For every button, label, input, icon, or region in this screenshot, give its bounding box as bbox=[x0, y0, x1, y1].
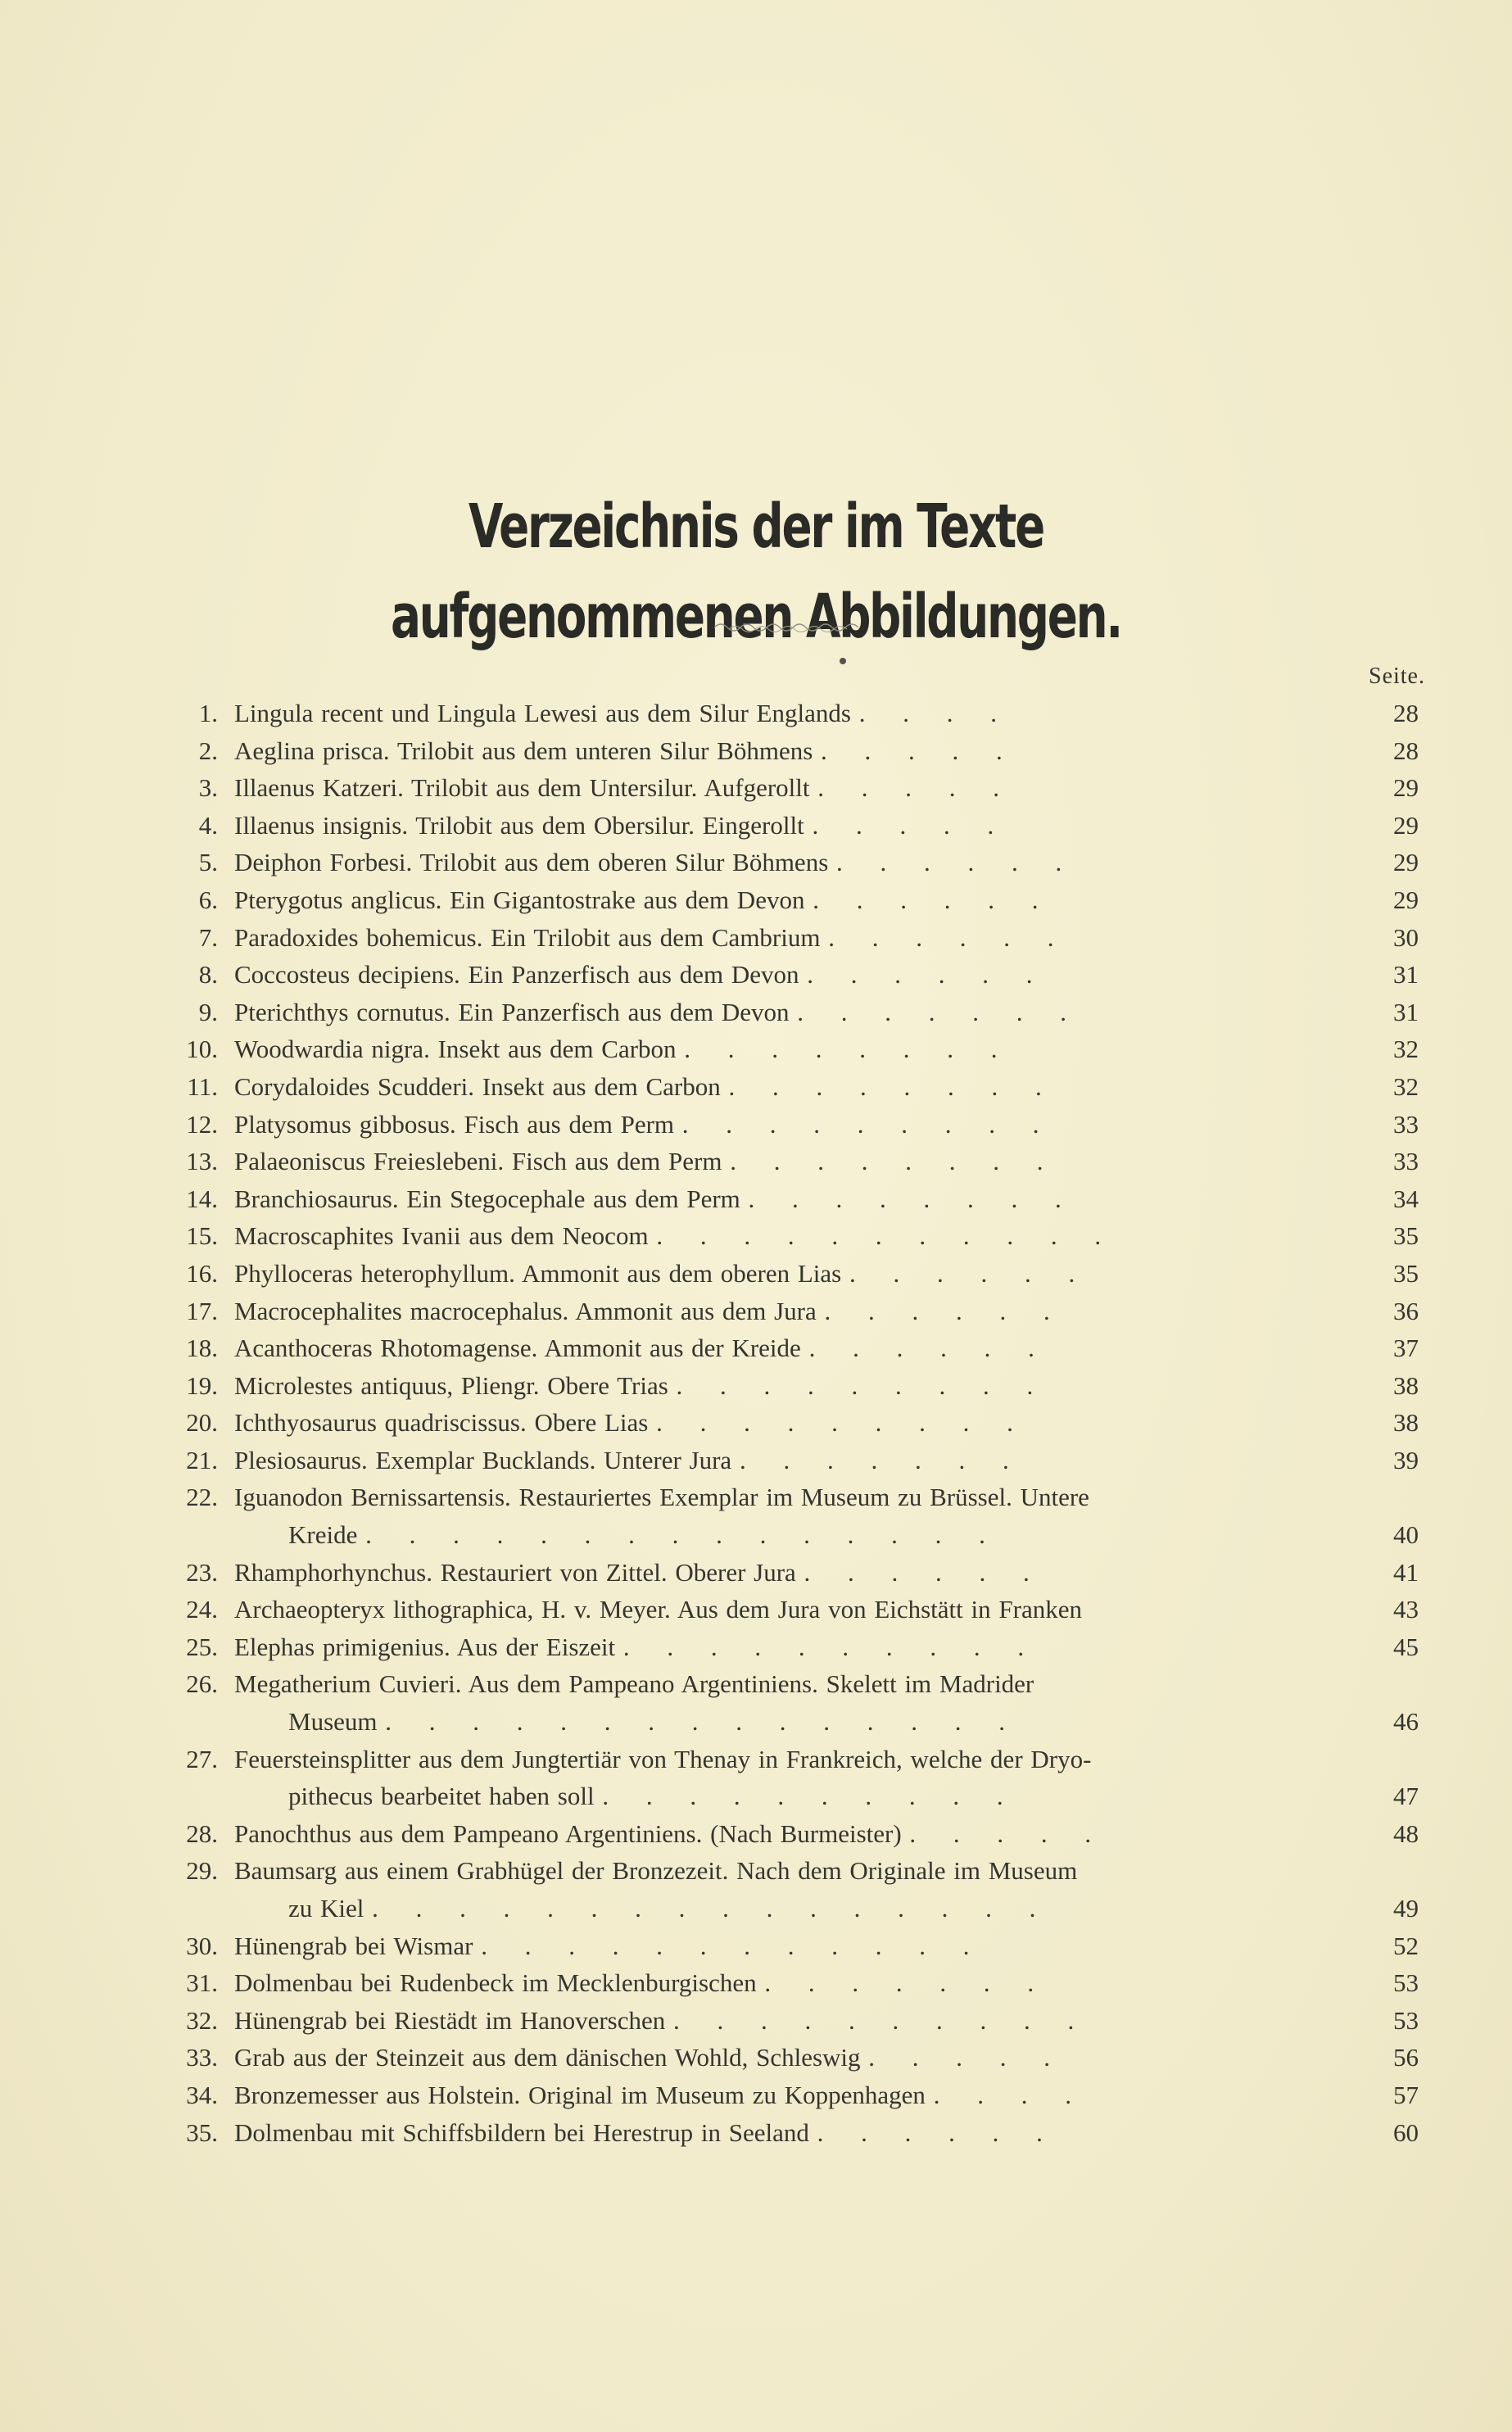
entry-number: 34. bbox=[186, 2080, 218, 2109]
entry-caption-text: Deiphon Forbesi. Trilobit aus dem oberen Silur Böhmens bbox=[234, 848, 829, 877]
page-title: Verzeichnis der im Texte aufgenommenen Abbildungen. bbox=[390, 491, 1122, 652]
entry-number: 28. bbox=[186, 1818, 218, 1848]
entry-caption-text: Rhamphorhynchus. Restauriert von Zittel. Oberer Jura bbox=[234, 1557, 796, 1587]
entry-page-number: 29 bbox=[1393, 810, 1419, 840]
entry-caption-text: Dolmenbau mit Schiffsbildern bei Herestrup in Seeland bbox=[234, 2117, 809, 2147]
entry-number: 16. bbox=[186, 1258, 218, 1288]
entry-page-number: 31 bbox=[1393, 960, 1419, 990]
dot-leader: . . . . . bbox=[812, 810, 1009, 840]
entry-caption bbox=[234, 994, 1425, 1031]
dot-leader: . . . . . . . . bbox=[728, 1071, 1057, 1101]
entry-page-number: 46 bbox=[1393, 1707, 1419, 1737]
entry-number: 6. bbox=[198, 885, 218, 914]
entry-caption-text: Plesiosaurus. Exemplar Bucklands. Unterer Jura bbox=[234, 1445, 732, 1474]
entry-page-number: 49 bbox=[1393, 1894, 1419, 1923]
dot-leader: . . . . . . . . . . bbox=[602, 1782, 1018, 1811]
dot-leader: . . . . . . . . . . . . bbox=[481, 1931, 985, 1960]
entry-number: 24. bbox=[186, 1595, 218, 1624]
entry-page-number: 60 bbox=[1393, 2117, 1419, 2147]
entry-number: 14. bbox=[186, 1184, 218, 1213]
entry-caption bbox=[234, 769, 1425, 807]
entry-number: 7. bbox=[198, 922, 218, 952]
list-entry bbox=[164, 2002, 1425, 2040]
entry-page-number: 30 bbox=[1393, 922, 1419, 952]
entry-caption-text: Platysomus gibbosus. Fisch aus dem Perm bbox=[234, 1109, 675, 1139]
entry-number: 31. bbox=[186, 1968, 218, 1998]
entry-number: 13. bbox=[186, 1147, 218, 1176]
list-entry bbox=[164, 1030, 1425, 1068]
entry-page-number: 52 bbox=[1393, 1931, 1419, 1960]
entry-page-number: 28 bbox=[1393, 736, 1419, 765]
entry-caption-text: Iguanodon Bernissartensis. Restauriertes Exemplar im Museum zu Brüssel. Untere bbox=[234, 1483, 1089, 1512]
entry-page-number: 47 bbox=[1393, 1782, 1419, 1811]
dot-leader: . . . . . . bbox=[813, 885, 1053, 914]
entry-page-number: 53 bbox=[1393, 1968, 1419, 1998]
entry-page-number: 29 bbox=[1393, 848, 1419, 877]
list-entry bbox=[164, 1404, 1425, 1442]
dot-leader: . . . . . . bbox=[849, 1258, 1090, 1288]
entry-caption-text: Woodwardia nigra. Insekt aus dem Carbon bbox=[234, 1035, 677, 1064]
entry-caption bbox=[234, 1106, 1425, 1144]
entry-caption-text: Illaenus insignis. Trilobit aus dem Obersilur. Eingerollt bbox=[234, 810, 804, 840]
entry-caption-text: Paradoxides bohemicus. Ein Trilobit aus dem Cambrium bbox=[234, 922, 821, 952]
entry-page-number: 34 bbox=[1393, 1184, 1419, 1213]
dot-leader: . . . . . . . . . bbox=[676, 1370, 1048, 1400]
entry-caption-continuation bbox=[234, 1778, 1311, 1815]
list-entry bbox=[164, 1628, 1425, 1666]
entry-caption-text: Corydaloides Scudderi. Insekt aus dem Carbon bbox=[234, 1071, 721, 1101]
entry-page-number: 35 bbox=[1393, 1258, 1419, 1288]
entry-number: 29. bbox=[186, 1856, 218, 1886]
entry-page-number: 37 bbox=[1393, 1334, 1419, 1363]
dot-leader: . . . . . . bbox=[824, 1296, 1065, 1325]
entry-caption bbox=[234, 1964, 1425, 2002]
entry-caption bbox=[234, 1068, 1425, 1106]
entry-continuation-text: Museum bbox=[288, 1707, 378, 1737]
list-entry bbox=[164, 1293, 1425, 1330]
entry-caption bbox=[234, 844, 1425, 881]
entry-caption-text: Bronzemesser aus Holstein. Original im Museum zu Koppenhagen bbox=[234, 2080, 926, 2109]
list-entry bbox=[164, 807, 1425, 845]
wavy-rule-ornament bbox=[713, 618, 860, 634]
list-entry bbox=[164, 919, 1425, 957]
entry-page-number: 38 bbox=[1393, 1408, 1419, 1438]
figure-list bbox=[164, 695, 1425, 2151]
dot-leader: . . . . . . . . bbox=[748, 1184, 1076, 1213]
entry-caption-text: Megatherium Cuvieri. Aus dem Pampeano Argentiniens. Skelett im Madrider bbox=[234, 1669, 1034, 1699]
entry-number: 11. bbox=[187, 1071, 218, 1101]
dot-leader: . . . . . . . bbox=[764, 1968, 1049, 1998]
entry-number: 33. bbox=[186, 2043, 218, 2072]
entry-caption-continuation bbox=[234, 1516, 1311, 1554]
list-entry bbox=[164, 1143, 1425, 1180]
dot-leader: . . . . . . . . bbox=[684, 1035, 1012, 1064]
list-entry bbox=[164, 1554, 1425, 1592]
entry-number: 21. bbox=[186, 1445, 218, 1474]
entry-number: 3. bbox=[198, 773, 218, 803]
entry-caption bbox=[234, 695, 1425, 732]
entry-caption bbox=[234, 1741, 1425, 1815]
entry-page-number: 29 bbox=[1393, 773, 1419, 803]
list-entry bbox=[164, 2076, 1425, 2114]
entry-caption bbox=[234, 1404, 1425, 1442]
entry-caption-text: Macrocephalites macrocephalus. Ammonit aus dem Jura bbox=[234, 1296, 817, 1325]
entry-number: 32. bbox=[186, 2005, 218, 2035]
entry-caption bbox=[234, 1030, 1425, 1068]
dot-leader: . . . . . . . . . . . bbox=[656, 1221, 1116, 1251]
entry-number: 12. bbox=[186, 1109, 218, 1139]
list-entry bbox=[164, 769, 1425, 807]
list-entry bbox=[164, 2114, 1425, 2152]
entry-caption-text: Acanthoceras Rhotomagense. Ammonit aus der Kreide bbox=[234, 1334, 801, 1363]
entry-caption-text: Ichthyosaurus quadriscissus. Obere Lias bbox=[234, 1408, 649, 1438]
entry-page-number: 57 bbox=[1393, 2080, 1419, 2109]
entry-number: 35. bbox=[186, 2117, 218, 2147]
entry-caption-text: Microlestes antiquus, Pliengr. Obere Trias bbox=[234, 1370, 668, 1400]
entry-page-number: 33 bbox=[1393, 1147, 1419, 1176]
entry-caption bbox=[234, 1628, 1425, 1666]
list-entry bbox=[164, 1367, 1425, 1405]
dot-leader: . . . . . . bbox=[817, 2117, 1057, 2147]
entry-caption bbox=[234, 1479, 1425, 1553]
list-entry bbox=[164, 732, 1425, 770]
entry-caption-text: Phylloceras heterophyllum. Ammonit aus dem oberen Lias bbox=[234, 1258, 842, 1288]
entry-caption bbox=[234, 956, 1425, 994]
dot-leader: . . . . . bbox=[821, 736, 1017, 765]
entry-page-number: 45 bbox=[1393, 1632, 1419, 1661]
entry-number: 17. bbox=[186, 1296, 218, 1325]
dot-leader: . . . . . bbox=[817, 773, 1015, 803]
entry-page-number: 43 bbox=[1393, 1595, 1419, 1624]
entry-caption-text: Archaeopteryx lithographica, H. v. Meyer. Aus dem Jura von Eichstätt in Franken bbox=[234, 1595, 1082, 1624]
entry-caption bbox=[234, 1554, 1425, 1592]
entry-number: 18. bbox=[186, 1334, 218, 1363]
entry-caption bbox=[234, 1665, 1425, 1740]
entry-page-number: 35 bbox=[1393, 1221, 1419, 1251]
dot-leader: . . . . . . . . . bbox=[681, 1109, 1054, 1139]
dot-leader: . . . . . bbox=[868, 2043, 1066, 2072]
entry-caption bbox=[234, 1852, 1425, 1927]
list-entry bbox=[164, 1217, 1425, 1255]
dot-leader: . . . . . . bbox=[808, 1334, 1049, 1363]
entry-page-number: 38 bbox=[1393, 1370, 1419, 1400]
entry-caption bbox=[234, 919, 1425, 957]
list-entry bbox=[164, 1964, 1425, 2002]
entry-caption bbox=[234, 2114, 1425, 2152]
list-entry bbox=[164, 994, 1425, 1031]
list-entry bbox=[164, 1442, 1425, 1479]
entry-page-number: 39 bbox=[1393, 1445, 1419, 1474]
entry-caption-text: Baumsarg aus einem Grabhügel der Bronzezeit. Nach dem Originale im Museum bbox=[234, 1856, 1078, 1886]
dot-leader: . . . . . . . . . . . . . . . bbox=[385, 1707, 1020, 1737]
entry-caption-text: Hünengrab bei Riestädt im Hanoverschen bbox=[234, 2005, 666, 2035]
entry-number: 8. bbox=[198, 960, 218, 990]
list-entry bbox=[164, 1479, 1425, 1553]
list-entry bbox=[164, 1106, 1425, 1144]
entry-number: 5. bbox=[198, 848, 218, 877]
entry-caption bbox=[234, 1217, 1425, 1255]
entry-page-number: 56 bbox=[1393, 2043, 1419, 2072]
list-entry bbox=[164, 1255, 1425, 1293]
list-entry bbox=[164, 1591, 1425, 1628]
list-entry bbox=[164, 1927, 1425, 1965]
dot-leader: . . . . . . . . . bbox=[656, 1408, 1028, 1438]
entry-continuation-text: pithecus bearbeitet haben soll bbox=[288, 1782, 595, 1811]
list-entry bbox=[164, 2039, 1425, 2076]
entry-continuation-text: Kreide bbox=[288, 1520, 358, 1550]
list-entry bbox=[164, 844, 1425, 881]
entry-caption-text: Grab aus der Steinzeit aus dem dänischen Wohld, Schleswig bbox=[234, 2043, 861, 2072]
list-entry bbox=[164, 1741, 1425, 1815]
entry-page-number: 53 bbox=[1393, 2005, 1419, 2035]
entry-page-number: 36 bbox=[1393, 1296, 1419, 1325]
entry-number: 22. bbox=[186, 1483, 218, 1512]
entry-caption-text: Feuersteinsplitter aus dem Jungtertiär von Thenay in Frankreich, welche der Dryo- bbox=[234, 1744, 1092, 1773]
list-entry bbox=[164, 1815, 1425, 1853]
dot-leader: . . . . . . . . bbox=[730, 1147, 1058, 1176]
entry-caption-text: Panochthus aus dem Pampeano Argentiniens. (Nach Burmeister) bbox=[234, 1818, 902, 1848]
entry-number: 20. bbox=[186, 1408, 218, 1438]
ornament-dot bbox=[840, 658, 846, 664]
entry-caption-text: Illaenus Katzeri. Trilobit aus dem Untersilur. Aufgerollt bbox=[234, 773, 810, 803]
entry-caption bbox=[234, 1143, 1425, 1180]
entry-caption bbox=[234, 2039, 1425, 2076]
entry-caption-text: Hünengrab bei Wismar bbox=[234, 1931, 473, 1960]
dot-leader: . . . . . . bbox=[836, 848, 1077, 877]
dot-leader: . . . . . . bbox=[828, 922, 1069, 952]
entry-number: 15. bbox=[186, 1221, 218, 1251]
entry-caption bbox=[234, 1927, 1425, 1965]
entry-caption bbox=[234, 1180, 1425, 1218]
entry-number: 2. bbox=[198, 736, 218, 765]
entry-number: 26. bbox=[186, 1669, 218, 1699]
entry-page-number: 28 bbox=[1393, 699, 1419, 727]
entry-caption-continuation bbox=[234, 1890, 1311, 1927]
dot-leader: . . . . . . . . . . . . . . . . bbox=[372, 1894, 1051, 1923]
dot-leader: . . . . . . . . . . bbox=[673, 2005, 1089, 2035]
page-column-header: Seite. bbox=[1369, 663, 1425, 689]
list-entry bbox=[164, 881, 1425, 919]
list-entry bbox=[164, 695, 1425, 732]
dot-leader: . . . . bbox=[858, 699, 1012, 727]
entry-caption-text: Pterichthys cornutus. Ein Panzerfisch aus dem Devon bbox=[234, 997, 790, 1026]
entry-page-number: 33 bbox=[1393, 1109, 1419, 1139]
entry-caption bbox=[234, 1329, 1425, 1367]
entry-caption-text: Aeglina prisca. Trilobit aus dem unteren Silur Böhmens bbox=[234, 736, 813, 765]
entry-page-number: 48 bbox=[1393, 1818, 1419, 1848]
entry-page-number: 40 bbox=[1393, 1520, 1419, 1550]
entry-caption-text: Elephas primigenius. Aus der Eiszeit bbox=[234, 1632, 616, 1661]
dot-leader: . . . . . . bbox=[807, 960, 1048, 990]
list-entry bbox=[164, 956, 1425, 994]
dot-leader: . . . . . . . bbox=[797, 997, 1081, 1026]
entry-number: 1. bbox=[198, 699, 218, 727]
dot-leader: . . . . . . . bbox=[739, 1445, 1024, 1474]
entry-number: 9. bbox=[198, 997, 218, 1026]
dot-leader: . . . . . . . . . . bbox=[622, 1632, 1039, 1661]
entry-caption-text: Dolmenbau bei Rudenbeck im Mecklenburgischen bbox=[234, 1968, 757, 1998]
entry-caption-text: Lingula recent und Lingula Lewesi aus dem Silur Englands bbox=[234, 699, 851, 727]
list-entry bbox=[164, 1665, 1425, 1740]
entry-caption bbox=[234, 807, 1425, 845]
dot-leader: . . . . . bbox=[909, 1818, 1107, 1848]
list-entry bbox=[164, 1068, 1425, 1106]
dot-leader: . . . . bbox=[933, 2080, 1086, 2109]
entry-caption bbox=[234, 881, 1425, 919]
entry-page-number: 31 bbox=[1393, 997, 1419, 1026]
list-entry bbox=[164, 1852, 1425, 1927]
entry-number: 30. bbox=[186, 1931, 218, 1960]
entry-caption-text: Macroscaphites Ivanii aus dem Neocom bbox=[234, 1221, 649, 1251]
entry-number: 23. bbox=[186, 1557, 218, 1587]
list-entry bbox=[164, 1180, 1425, 1218]
entry-caption bbox=[234, 732, 1425, 770]
entry-page-number: 29 bbox=[1393, 885, 1419, 914]
entry-caption bbox=[234, 1815, 1425, 1853]
entry-continuation-text: zu Kiel bbox=[288, 1894, 364, 1923]
entry-caption-text: Pterygotus anglicus. Ein Gigantostrake aus dem Devon bbox=[234, 885, 805, 914]
entry-page-number: 32 bbox=[1393, 1071, 1419, 1101]
dot-leader: . . . . . . bbox=[804, 1557, 1044, 1587]
entry-page-number: 32 bbox=[1393, 1035, 1419, 1064]
entry-caption bbox=[234, 2002, 1425, 2040]
entry-caption-text: Palaeoniscus Freieslebeni. Fisch aus dem Perm bbox=[234, 1147, 722, 1176]
entry-caption-text: Coccosteus decipiens. Ein Panzerfisch aus dem Devon bbox=[234, 960, 799, 990]
entry-number: 4. bbox=[198, 810, 218, 840]
entry-number: 27. bbox=[186, 1744, 218, 1773]
entry-number: 19. bbox=[186, 1370, 218, 1400]
entry-caption bbox=[234, 1442, 1425, 1479]
entry-caption bbox=[234, 1293, 1425, 1330]
entry-caption bbox=[234, 2076, 1425, 2114]
entry-page-number: 41 bbox=[1393, 1557, 1419, 1587]
list-entry bbox=[164, 1329, 1425, 1367]
entry-number: 10. bbox=[186, 1035, 218, 1064]
dot-leader: . . . . . . . . . . . . . . . bbox=[365, 1520, 1000, 1550]
entry-caption-text: Branchiosaurus. Ein Stegocephale aus dem Perm bbox=[234, 1184, 740, 1213]
entry-number: 25. bbox=[186, 1632, 218, 1661]
entry-caption bbox=[234, 1367, 1425, 1405]
entry-caption bbox=[234, 1591, 1425, 1628]
entry-caption-continuation bbox=[234, 1703, 1311, 1741]
entry-caption bbox=[234, 1255, 1425, 1293]
